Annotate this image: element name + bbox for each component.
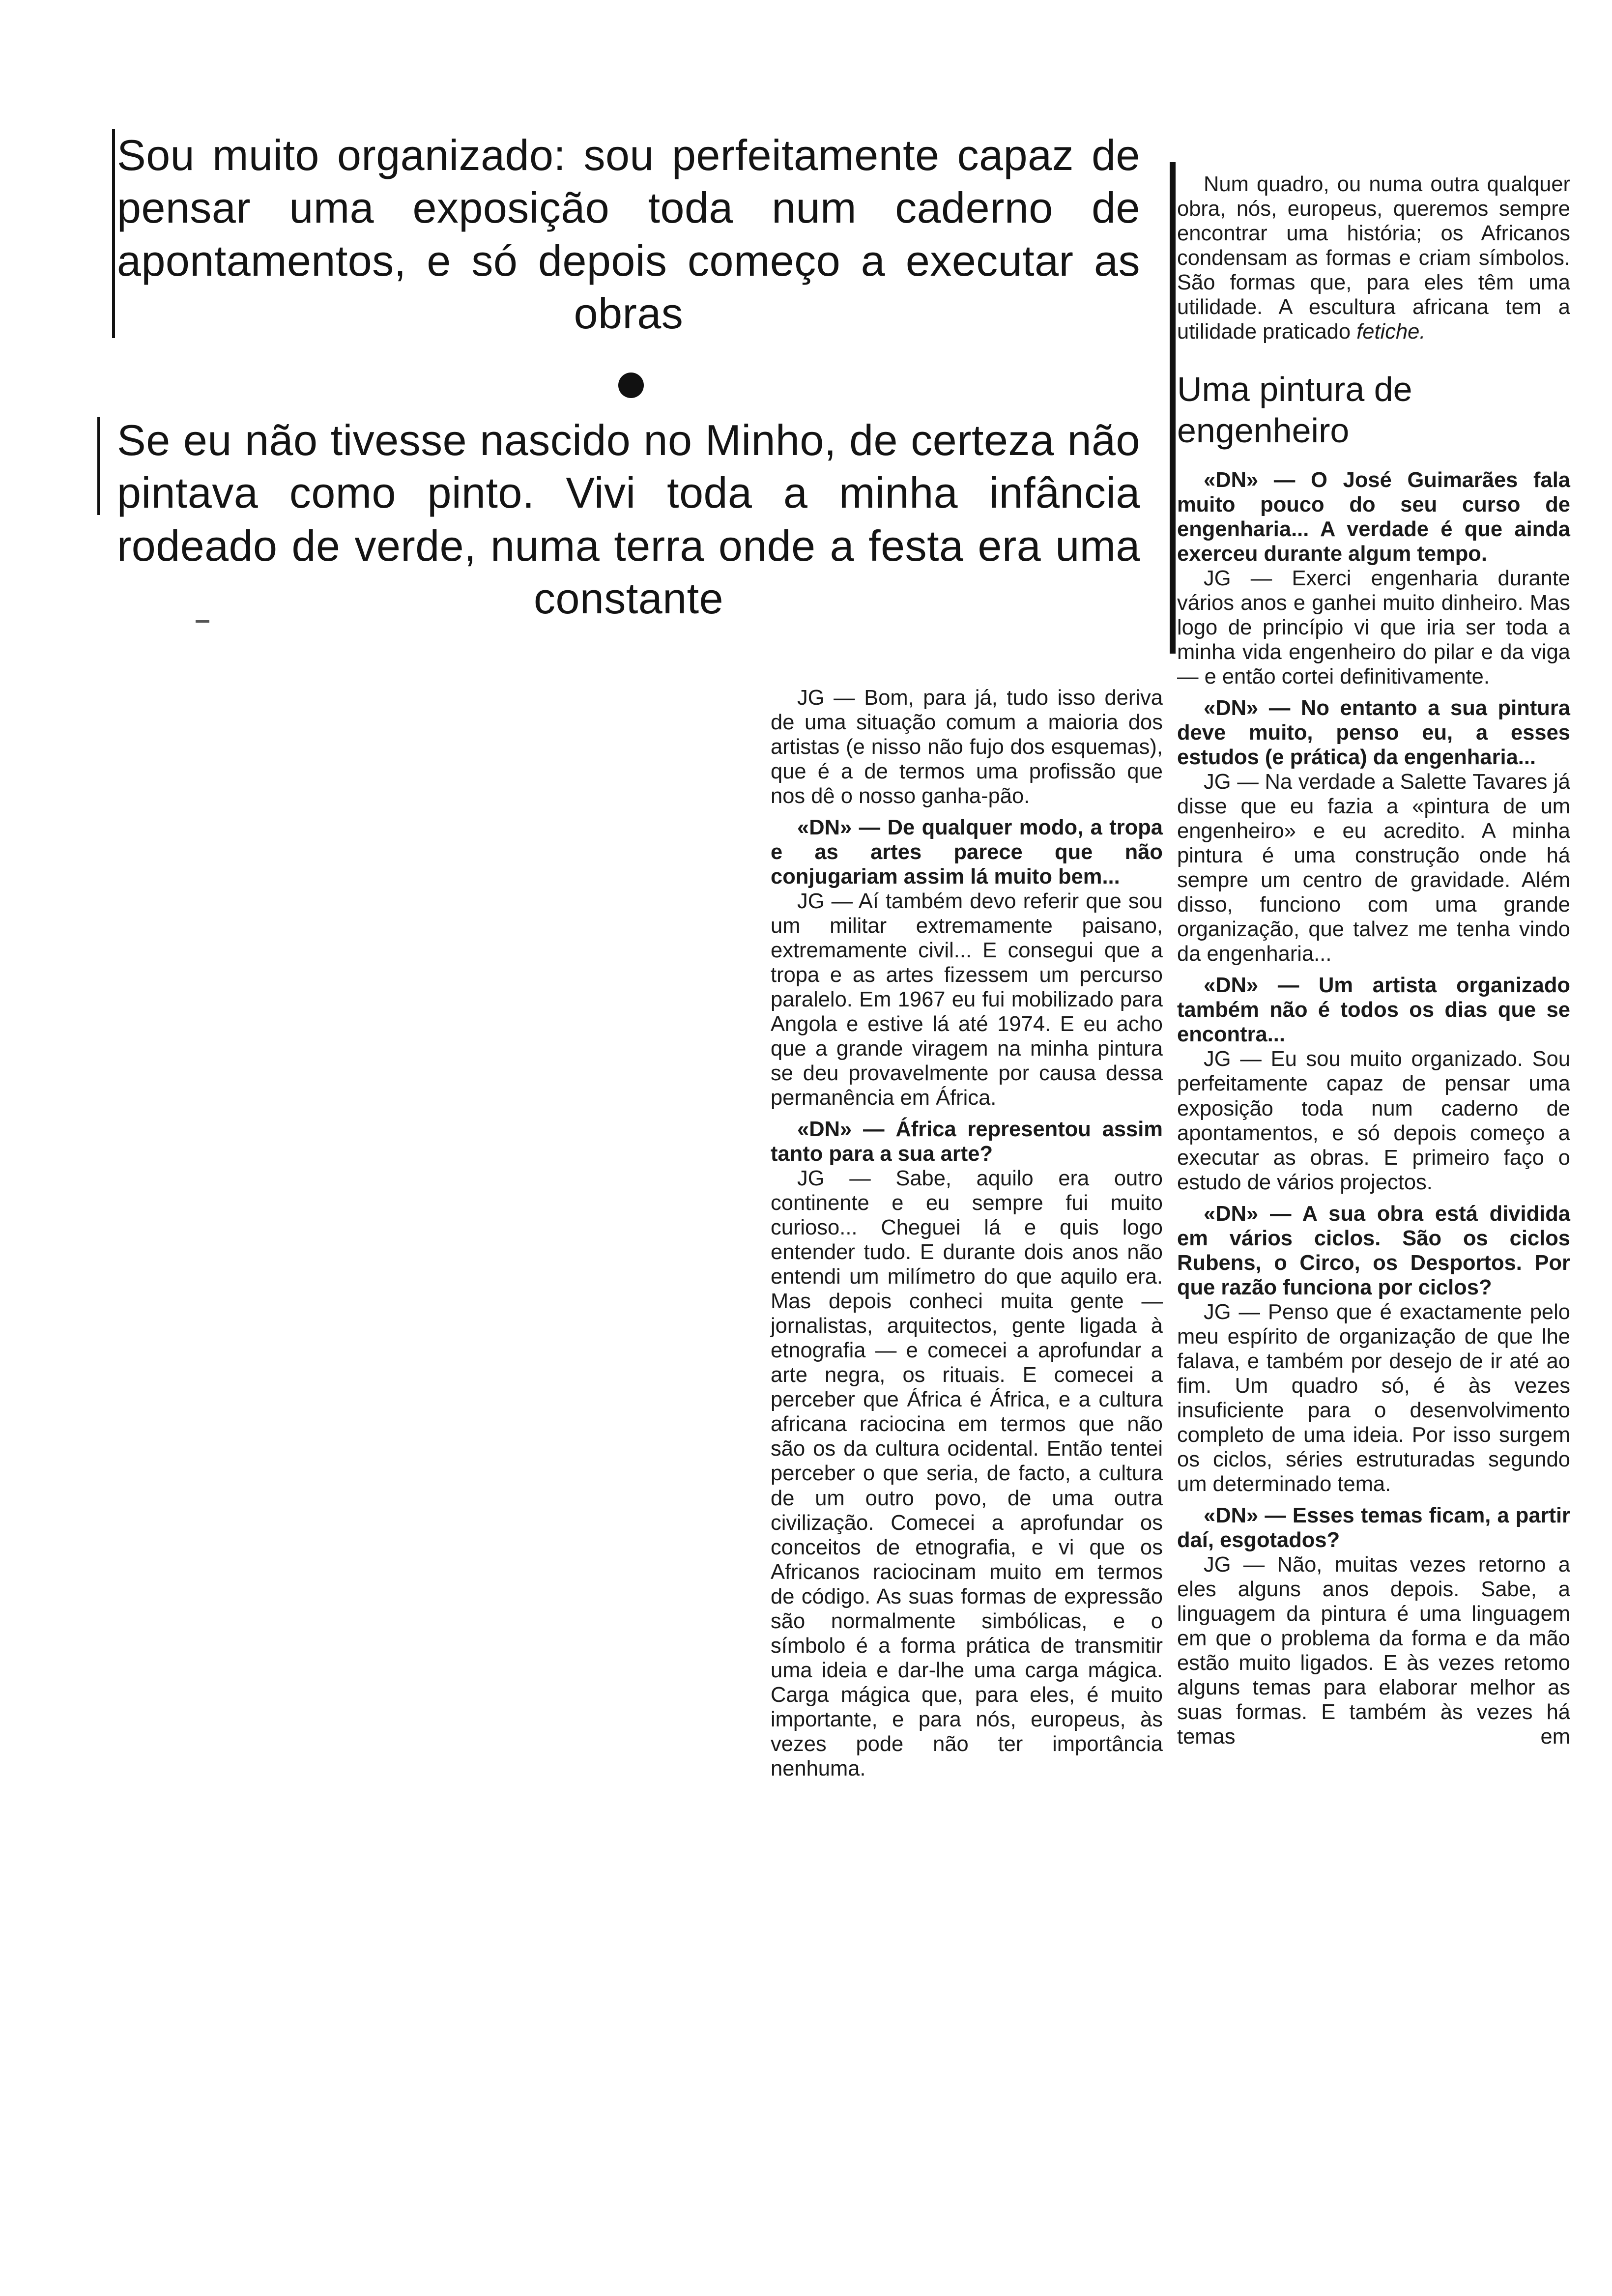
answer-paragraph: JG — Sabe, aquilo era outro continente e eu sempre fui muito curioso... Cheguei lá e quis logo entender tudo. E durante dois anos não entendi um milímetro do que aquilo era. Mas depois conheci muita gente — jornalistas, arquitectos, gente ligada à etnografia — e comecei a aprofundar a arte negra, os rituais. E comecei a perceber que África é África, e a cultura africana raciocina em termos que não são os da cultura ocidental. Então tentei perceber o que seria, de facto, a cultura de um outro povo, de uma outra civilização. Comecei a aprofundar os conceitos de etnografia, e vi que os Africanos raciocinam muito em termos de código. As suas formas de expressão são normalmente simbólicas, e o símbolo é a forma prática de transmitir uma ideia e dar-lhe uma carga mágica. Carga mágica que, para eles, é muito importante, e para nós, europeus, às vezes pode não ter importância nenhuma.: [771, 1167, 1163, 1780]
answer-italic-word: fetiche.: [1356, 320, 1426, 344]
answer-paragraph: JG — Penso que é exactamente pelo meu espírito de organização de que lhe falava, e também por desejo de ir até ao fim. Um quadro só, é às vezes insuficiente para o desenvolvimento completo de uma ideia. Por isso surgem os ciclos, séries estruturadas segundo um determinado tema.: [1177, 1300, 1570, 1496]
answer-paragraph: JG — Bom, para já, tudo isso deriva de uma situação comum a maioria dos artistas (e nisso não fujo dos esquemas), que é a de termos uma profissão que nos dê o nosso ganha-pão.: [771, 686, 1163, 808]
answer-paragraph: JG — Na verdade a Salette Tavares já disse que eu fazia a «pintura de um engenheiro» e eu acredito. A minha pintura é uma construção onde há sempre um centro de gravidade. Além disso, funciono com uma grande organização, que talvez me tenha vindo da engenharia...: [1177, 770, 1570, 966]
question-paragraph: «DN» — África representou assim tanto para a sua arte?: [771, 1118, 1163, 1166]
stray-mark: [196, 620, 209, 623]
question-paragraph: «DN» — Um artista organizado também não é todos os dias que se encontra...: [1177, 974, 1570, 1047]
section-title: Uma pintura de engenheiro: [1177, 370, 1412, 450]
question-paragraph: «DN» — O José Guimarães fala muito pouco do seu curso de engenharia... A verdade é que ainda exerceu durante algum tempo.: [1177, 468, 1570, 566]
question-paragraph: «DN» — De qualquer modo, a tropa e as artes parece que não conjugariam assim lá muito bem...: [771, 816, 1163, 889]
column-middle: [771, 686, 1163, 2096]
quote-rule-left-top: [112, 129, 115, 338]
quote-separator-bullet: [618, 373, 644, 398]
answer-paragraph: JG — Não, muitas vezes retorno a eles alguns anos depois. Sabe, a linguagem da pintura é uma linguagem em que o problema da forma e da mão estão muito ligados. E às vezes retomo alguns temas para elaborar melhor as suas formas. E também às vezes há temas em: [1177, 1552, 1570, 1749]
pull-quote-minho: Se eu não tivesse nascido no Minho, de certeza não pintava como pinto. Vivi toda a minha infância rodeado de verde, numa terra onde a festa era uma constante: [117, 416, 1140, 623]
question-paragraph: «DN» — A sua obra está dividida em vários ciclos. São os ciclos Rubens, o Circo, os Desportos. Por que razão funciona por ciclos?: [1177, 1202, 1570, 1299]
answer-paragraph: JG — Exerci engenharia durante vários anos e ganhei muito dinheiro. Mas logo de princípio vi que iria ser toda a minha vida engenheiro do pilar e da viga — e então cortei definitivamente.: [1177, 567, 1570, 689]
answer-continued-text: Num quadro, ou numa outra qualquer obra, nós, europeus, queremos sempre encontrar uma história; os Africanos condensam as formas e criam símbolos. São formas que, para eles têm uma utilidade. A escultura africana tem a utilidade praticado: [1177, 172, 1570, 344]
answer-paragraph: JG — Eu sou muito organizado. Sou perfeitamente capaz de pensar uma exposição toda num caderno de apontamentos, e só depois começo a executar as obras. E primeiro faço o estudo de vários projectos.: [1177, 1047, 1570, 1194]
pull-quote-organizado: Sou muito organizado: sou perfeitamente capaz de pensar uma exposição toda num caderno de apontamentos, e só depois começo a executar as obras: [117, 131, 1140, 338]
answer-paragraph: JG — Aí também devo referir que sou um militar extremamente paisano, extremamente civil... E consegui que a tropa e as artes fizessem um percurso paralelo. Em 1967 eu fui mobilizado para Angola e estive lá até 1974. E eu acho que a grande viragem na minha pintura se deu provavelmente por causa dessa permanência em África.: [771, 890, 1163, 1110]
quote-rule-left-bottom: [97, 417, 100, 515]
question-paragraph: «DN» — Esses temas ficam, a partir daí, esgotados?: [1177, 1503, 1570, 1552]
question-paragraph: «DN» — No entanto a sua pintura deve muito, penso eu, a esses estudos (e prática) da engenharia...: [1177, 696, 1570, 770]
column-right: [1177, 172, 1570, 2089]
column-divider-rule: [1170, 162, 1176, 654]
answer-continued-paragraph: [1177, 172, 1570, 344]
